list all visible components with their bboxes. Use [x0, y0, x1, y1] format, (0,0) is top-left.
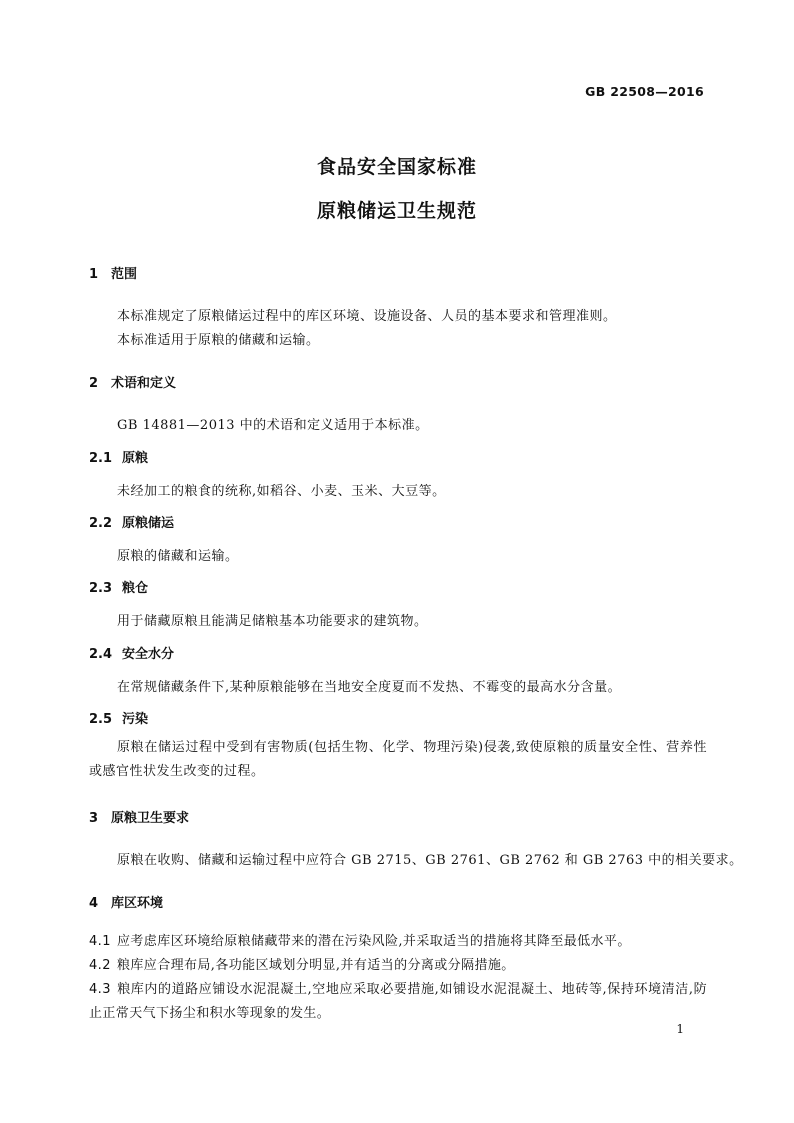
document-title-line2: 原粮储运卫生规范	[316, 200, 477, 222]
section-number: 4	[89, 896, 99, 911]
section-number: 2	[89, 376, 99, 391]
clause-text: 应考虑库区环境给原粮储藏带来的潜在污染风险,并采取适当的措施将其降至最低水平。	[117, 934, 631, 949]
term-2-4-heading	[89, 643, 174, 662]
section-number: 3	[89, 811, 99, 826]
term-2-2-heading	[89, 512, 174, 531]
term-definition: 原粮的储藏和运输。	[117, 549, 239, 564]
term-definition: 未经加工的粮食的统称,如稻谷、小麦、玉米、大豆等。	[117, 484, 446, 499]
term-definition: 在常规储藏条件下,某种原粮能够在当地安全度夏而不发热、不霉变的最高水分含量。	[117, 680, 622, 695]
clause-number: 4.1	[89, 934, 111, 949]
paragraph: 原粮在收购、储藏和运输过程中应符合 GB 2715、GB 2761、GB 2762 和 GB 2763 中的相关要求。	[117, 853, 743, 868]
clause-text: 粮库内的道路应铺设水泥混凝土,空地应采取必要措施,如铺设水泥混凝土、地砖等,保持环境清洁,防止正常天气下扬尘和积水等现象的发生。	[89, 982, 707, 1021]
clause-number: 4.3	[89, 982, 111, 997]
term-title: 污染	[122, 712, 149, 727]
term-definition: 原粮在储运过程中受到有害物质(包括生物、化学、物理污染)侵袭,致使原粮的质量安全性、营养性或感官性状发生改变的过程。	[89, 740, 707, 779]
section-2-heading	[89, 372, 176, 391]
page-number: 1	[676, 1022, 684, 1036]
clause-text: 粮库应合理布局,各功能区域划分明显,并有适当的分离或分隔措施。	[117, 958, 515, 973]
section-title: 术语和定义	[111, 376, 177, 391]
term-title: 安全水分	[122, 647, 175, 662]
term-number: 2.4	[89, 647, 113, 662]
term-title: 原粮	[122, 451, 149, 466]
term-title: 粮仓	[122, 581, 149, 596]
paragraph: 本标准规定了原粮储运过程中的库区环境、设施设备、人员的基本要求和管理准则。	[117, 309, 617, 324]
term-2-5-heading	[89, 708, 148, 727]
clause-4-2	[89, 954, 707, 978]
term-title: 原粮储运	[122, 516, 175, 531]
clause-number: 4.2	[89, 958, 111, 973]
clause-4-3	[89, 978, 707, 1026]
term-number: 2.3	[89, 581, 113, 596]
section-3-heading	[89, 807, 189, 826]
standard-number: GB 22508—2016	[585, 84, 704, 99]
document-title-line1: 食品安全国家标准	[316, 156, 477, 178]
paragraph: GB 14881—2013 中的术语和定义适用于本标准。	[117, 418, 429, 433]
section-number: 1	[89, 267, 99, 282]
section-4-heading	[89, 892, 163, 911]
term-definition: 用于储藏原粮且能满足储粮基本功能要求的建筑物。	[117, 614, 428, 629]
term-2-1-heading	[89, 447, 148, 466]
term-2-3-heading	[89, 577, 148, 596]
section-title: 原粮卫生要求	[111, 811, 190, 826]
term-number: 2.1	[89, 451, 113, 466]
term-number: 2.2	[89, 516, 113, 531]
section-title: 范围	[111, 267, 138, 282]
section-1-heading	[89, 263, 137, 282]
paragraph: 本标准适用于原粮的储藏和运输。	[117, 333, 320, 348]
term-number: 2.5	[89, 712, 113, 727]
clause-4-1	[89, 930, 707, 954]
section-title: 库区环境	[111, 896, 164, 911]
